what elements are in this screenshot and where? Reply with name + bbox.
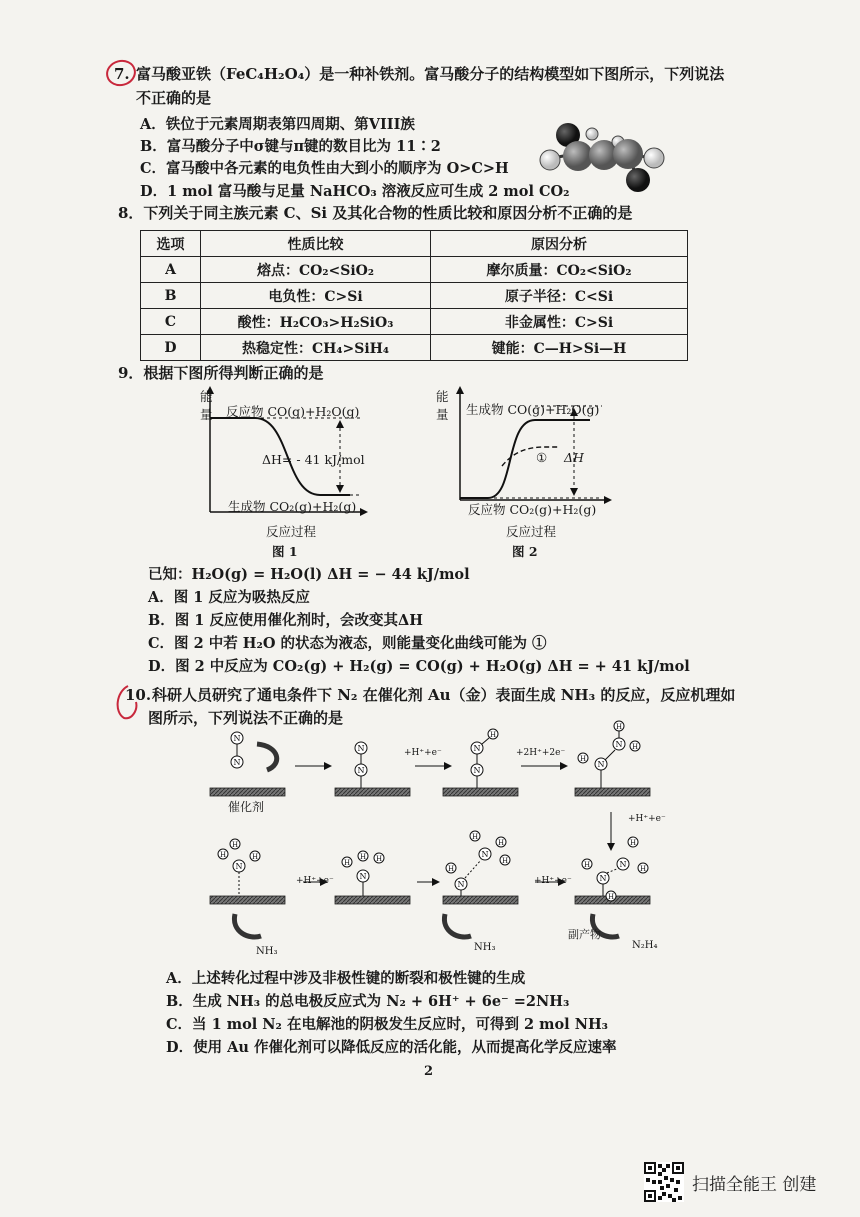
q10-stem: 科研人员研究了通电条件下 N₂ 在催化剂 Au（金）表面生成 NH₃ 的反应，反应机理如 (152, 686, 736, 704)
bond (482, 738, 489, 744)
bond (605, 750, 615, 760)
atom-label: N (457, 880, 465, 889)
qr-cell (674, 1188, 678, 1192)
q7-stem: 富马酸亚铁（FeC₄H₂O₄）是一种补铁剂。富马酸分子的结构模型如下图所示，下列说法 (136, 65, 725, 83)
atom-label: H (639, 865, 647, 873)
qr-cell (648, 1194, 652, 1198)
qr-cell (670, 1178, 674, 1182)
bond (607, 868, 619, 873)
catalyst-surface (335, 896, 410, 904)
q7-number: 7. (114, 65, 130, 83)
q7-option-d: D．1 mol 富马酸与足量 NaHCO₃ 溶液反应可生成 2 mol CO₂ (140, 183, 570, 200)
qr-cell (658, 1164, 662, 1168)
release-arrow (257, 744, 277, 770)
table-row (141, 335, 688, 361)
atom-label: N (357, 766, 365, 775)
fig2-y-label: 能量 (436, 389, 449, 422)
atom-label: H (615, 723, 623, 731)
table-row (141, 257, 688, 283)
atom-label: H (579, 755, 587, 763)
table-cell-option: C (141, 309, 201, 335)
table-cell-reason: 摩尔质量：CO₂<SiO₂ (431, 257, 688, 283)
fig2-curve-mark: ① (536, 450, 548, 465)
atom-label: N (233, 758, 241, 767)
atom-label: N (473, 766, 481, 775)
atom-label: H (583, 861, 591, 869)
catalyst-surface (210, 896, 285, 904)
table-cell-option: A (141, 257, 201, 283)
product-label-nh3: NH₃ (474, 942, 496, 953)
atom-label: N (233, 734, 241, 743)
qr-cell (648, 1166, 652, 1170)
qr-cell (658, 1196, 662, 1200)
release-arrow (234, 914, 261, 937)
atom-label: H (629, 839, 637, 847)
table-cell-option: D (141, 335, 201, 361)
fig1-y-label: 能量 (200, 389, 213, 422)
atom-label: H (343, 859, 351, 867)
q10-option-a: A．上述转化过程中涉及非极性键的断裂和极性键的生成 (166, 970, 526, 987)
atom-label: H (471, 833, 479, 841)
q7-option-a: A．铁位于元素周期表第四周期、第VIII族 (140, 116, 415, 133)
table-cell-reason: 非金属性：C>Si (431, 309, 688, 335)
q8-stem: 8．下列关于同主族元素 C、Si 及其化合物的性质比较和原因分析不正确的是 (118, 204, 633, 222)
step-label: +H⁺+e⁻ (404, 748, 442, 758)
qr-cell (668, 1194, 672, 1198)
fig1-x-label: 反应过程 (266, 524, 317, 539)
step-label: +H⁺+e⁻ (628, 814, 666, 824)
product-label-nh3: NH₃ (256, 946, 278, 957)
table-cell-property: 熔点：CO₂<SiO₂ (201, 257, 431, 283)
q9-option-a: A．图 1 反应为吸热反应 (148, 589, 310, 606)
q8-table (140, 230, 688, 361)
q10-option-b: B．生成 NH₃ 的总电极反应式为 N₂ + 6H⁺ + 6e⁻ =2NH₃ (166, 993, 570, 1010)
q9-option-d: D．图 2 中反应为 CO₂(g) + H₂(g) = CO(g) + H₂O(g) ΔH = + 41 kJ/mol (148, 658, 690, 675)
release-arrow (444, 914, 471, 937)
qr-cell (666, 1164, 670, 1168)
step-label: +H⁺+e⁻ (296, 876, 334, 886)
atom-label: H (219, 851, 227, 859)
atom-label: N (615, 740, 623, 749)
q7-option-b: B．富马酸分子中σ键与π键的数目比为 11∶2 (140, 138, 441, 155)
atom-label: H (501, 857, 509, 865)
q10-stem-line2: 图所示，下列说法不正确的是 (148, 709, 344, 727)
catalyst-surface (443, 896, 518, 904)
qr-cell (676, 1166, 680, 1170)
qr-cell (666, 1184, 670, 1188)
qr-cell (662, 1192, 666, 1196)
atom-label: H (489, 731, 497, 739)
table-cell-property: 电负性：C>Si (201, 283, 431, 309)
table-header-row (141, 231, 688, 257)
catalyst-surface (210, 788, 285, 796)
qr-cell (678, 1196, 682, 1200)
fig1-dh-label: ΔH= - 41 kJ/mol (262, 452, 365, 467)
table-cell-reason: 原子半径：C<Si (431, 283, 688, 309)
atom-label: H (359, 853, 367, 861)
atom-label: N (235, 862, 243, 871)
atom-label: N (619, 860, 627, 869)
atom-label: N (357, 744, 365, 753)
qr-cell (646, 1178, 650, 1182)
q9-option-c: C．图 2 中若 H₂O 的状态为液态，则能量变化曲线可能为 ① (148, 635, 547, 652)
fig1-reactant-label: 反应物 CO(g)+H₂O(g) (226, 404, 360, 419)
atom-label: N (481, 850, 489, 859)
catalyst-surface (443, 788, 518, 796)
page-number: 2 (424, 1064, 434, 1079)
fig1-product-label: 生成物 CO₂(g)+H₂(g) (228, 499, 357, 514)
atom-label: H (497, 839, 505, 847)
q10-number: 10. (125, 686, 152, 704)
byproduct-label: 副产物 (568, 928, 601, 941)
q9-known: 已知：H₂O(g) = H₂O(l) ΔH = − 44 kJ/mol (148, 566, 470, 583)
product-label-n2h4: N₂H₄ (632, 940, 658, 951)
qr-cell (676, 1180, 680, 1184)
table-cell-option: B (141, 283, 201, 309)
catalyst-surface (335, 788, 410, 796)
fig2-x-label: 反应过程 (506, 524, 557, 539)
atom-label: N (359, 872, 367, 881)
atom-label: N (473, 744, 481, 753)
q10-option-c: C．当 1 mol N₂ 在电解池的阴极发生反应时，可得到 2 mol NH₃ (166, 1016, 609, 1033)
fumaric-acid-model (530, 118, 670, 198)
atom-label: N (599, 874, 607, 883)
qr-cell (672, 1198, 676, 1202)
fig2-reactant-label: 反应物 CO₂(g)+H₂(g) (468, 502, 597, 517)
qr-cell (652, 1180, 656, 1184)
table-row (141, 283, 688, 309)
q7-stem-line2: 不正确的是 (136, 89, 212, 107)
q10-option-d: D．使用 Au 作催化剂可以降低反应的活化能，从而提高化学反应速率 (166, 1039, 617, 1056)
qr-code-icon (644, 1162, 684, 1202)
bond (465, 860, 481, 878)
table-header-cell: 选项 (141, 231, 201, 257)
qr-cell (662, 1168, 666, 1172)
fig2-product-label: 生成物 CO(g)+H₂O(g) (466, 402, 600, 417)
fig1-caption: 图 1 (272, 544, 298, 559)
qr-cell (660, 1186, 664, 1190)
catalyst-label: 催化剂 (228, 800, 265, 814)
atom-label: H (607, 893, 615, 901)
table-row (141, 309, 688, 335)
table-cell-property: 热稳定性：CH₄>SiH₄ (201, 335, 431, 361)
step-label: +2H⁺+2e⁻ (516, 748, 566, 758)
table-cell-reason: 键能：C—H>Si—H (431, 335, 688, 361)
footer-text: 扫描全能王 创建 (692, 1175, 817, 1195)
qr-cell (664, 1176, 668, 1180)
table-cell-property: 酸性：H₂CO₃>H₂SiO₃ (201, 309, 431, 335)
atom-label: H (375, 855, 383, 863)
atom-label: H (447, 865, 455, 873)
qr-cell (658, 1172, 662, 1176)
atom-label: H (251, 853, 259, 861)
atom-label: N (597, 760, 605, 769)
q7-option-c: C．富马酸中各元素的电负性由大到小的顺序为 O>C>H (140, 160, 509, 177)
q9-stem: 9．根据下图所得判断正确的是 (118, 364, 324, 382)
fig2-caption: 图 2 (512, 544, 538, 559)
catalyst-surface (575, 788, 650, 796)
atom-label: H (231, 841, 239, 849)
qr-cell (658, 1180, 662, 1184)
q9-option-b: B．图 1 反应使用催化剂时，会改变其ΔH (148, 612, 423, 629)
fig2-dh-label: ΔH (564, 450, 584, 465)
atom-label: H (631, 743, 639, 751)
table-header-cell: 性质比较 (201, 231, 431, 257)
step-label: +H⁺+e⁻ (534, 876, 572, 886)
table-header-cell: 原因分析 (431, 231, 688, 257)
